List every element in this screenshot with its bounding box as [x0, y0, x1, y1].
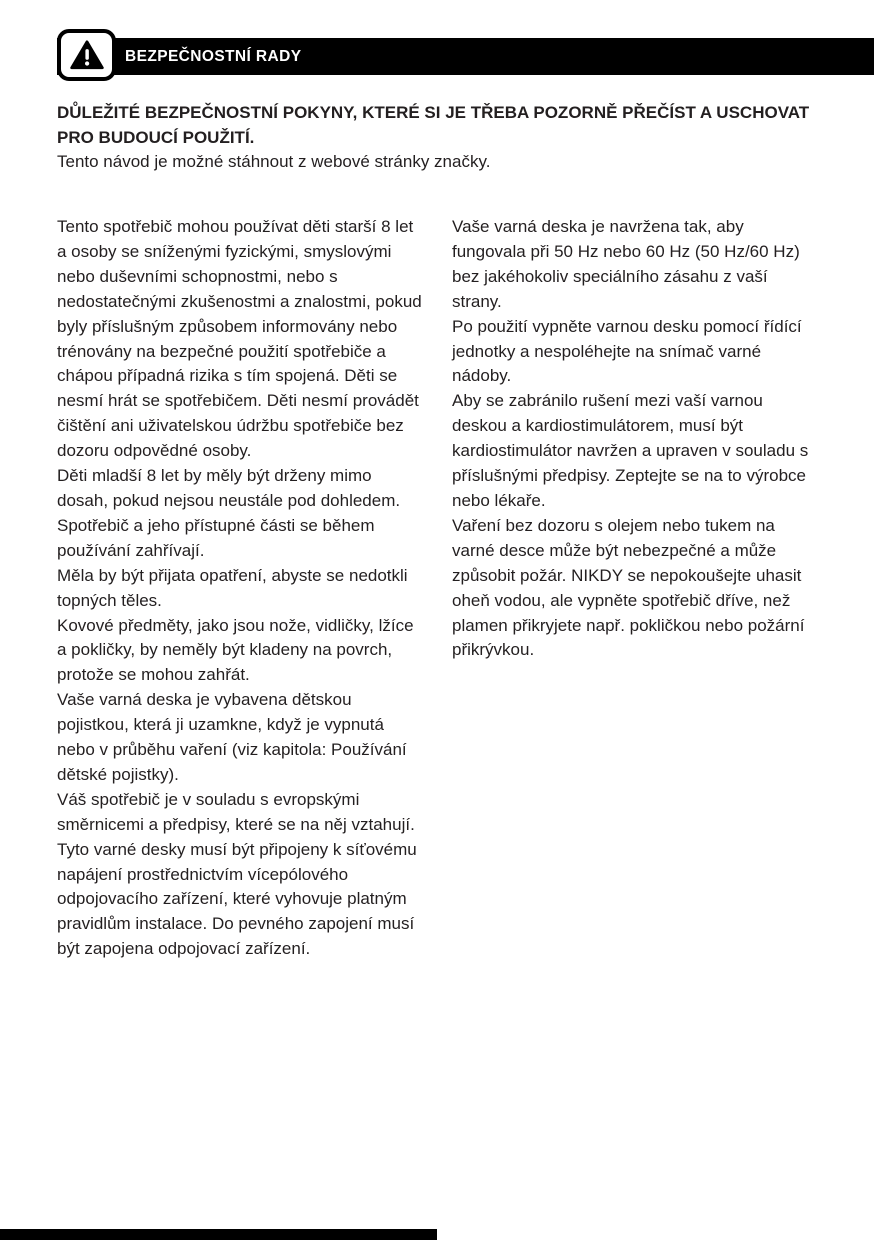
paragraph: Po použití vypněte varnou desku pomocí řídící jednotky a nespoléhejte na snímač varné nádoby. [452, 316, 802, 386]
paragraph: Aby se zabránilo rušení mezi vaší varnou deskou a kardiostimulátorem, musí být kardiostimulátor navržen a upraven v souladu s příslušnými předpisy. Zeptejte se na to výrobce nebo lékaře. [452, 391, 809, 510]
warning-triangle-icon [70, 40, 104, 70]
intro-block [57, 101, 819, 175]
important-safety-notice: DŮLEŽITÉ BEZPEČNOSTNÍ POKYNY, KTERÉ SI JE TŘEBA POZORNĚ PŘEČÍST A USCHOVAT PRO BUDOUCÍ POUŽITÍ. [57, 103, 810, 147]
paragraph: Váš spotřebič je v souladu s evropskými směrnicemi a předpisy, které se na něj vztahují. [57, 789, 415, 834]
right-column [452, 215, 819, 962]
warning-icon-box [57, 29, 116, 81]
paragraph: Děti mladší 8 let by měly být drženy mimo dosah, pokud nejsou neustále pod dohledem. [57, 466, 401, 510]
left-column [57, 215, 424, 962]
paragraph: Spotřebič a jeho přístupné části se během používání zahřívají. [57, 515, 375, 560]
paragraph: Tyto varné desky musí být připojeny k síťovému napájení prostřednictvím vícepólového odpojovacího zařízení, které vyhovuje platným pravidlům instalace. Do pevného zapojení musí být zapojena odpojovací zařízení. [57, 839, 417, 959]
section-header [57, 38, 874, 75]
paragraph: Vaše varná deska je vybavena dětskou pojistkou, která ji uzamkne, když je vypnutá nebo v průběhu vaření (viz kapitola: Používání dětské pojistky). [57, 690, 407, 784]
footer-bar [0, 1229, 437, 1240]
section-title: BEZPEČNOSTNÍ RADY [125, 47, 302, 65]
paragraph: Kovové předměty, jako jsou nože, vidličky, lžíce a pokličky, by neměly být kladeny na povrch, protože se mohou zahřát. [57, 615, 414, 685]
paragraph: Tento spotřebič mohou používat děti starší 8 let a osoby se sníženými fyzickými, smyslovými nebo duševními schopnostmi, nebo s nedostatečnými zkušenostmi a znalostmi, pokud byly příslušným způsobem informovány nebo trénovány na bezpečné použití spotřebiče a chápou případná rizika s tím spojená. Děti se nesmí hrát se spotřebičem. Děti nesmí provádět čištění ani uživatelskou údržbu spotřebiče bez dozoru odpovědné osoby. [57, 217, 422, 461]
paragraph: Vaše varná deska je navržena tak, aby fungovala při 50 Hz nebo 60 Hz (50 Hz/60 Hz) bez jakéhokoliv speciálního zásahu z vaší strany. [452, 217, 800, 311]
download-note: Tento návod je možné stáhnout z webové stránky značky. [57, 152, 491, 171]
body-columns [57, 215, 819, 962]
paragraph: Měla by být přijata opatření, abyste se nedotkli topných těles. [57, 565, 408, 610]
paragraph: Vaření bez dozoru s olejem nebo tukem na varné desce může být nebezpečné a může způsobit požár. NIKDY se nepokoušejte uhasit oheň vodou, ale vypněte spotřebič dříve, než plamen přikryjete např. pokličkou nebo požární přikrývkou. [452, 515, 805, 660]
